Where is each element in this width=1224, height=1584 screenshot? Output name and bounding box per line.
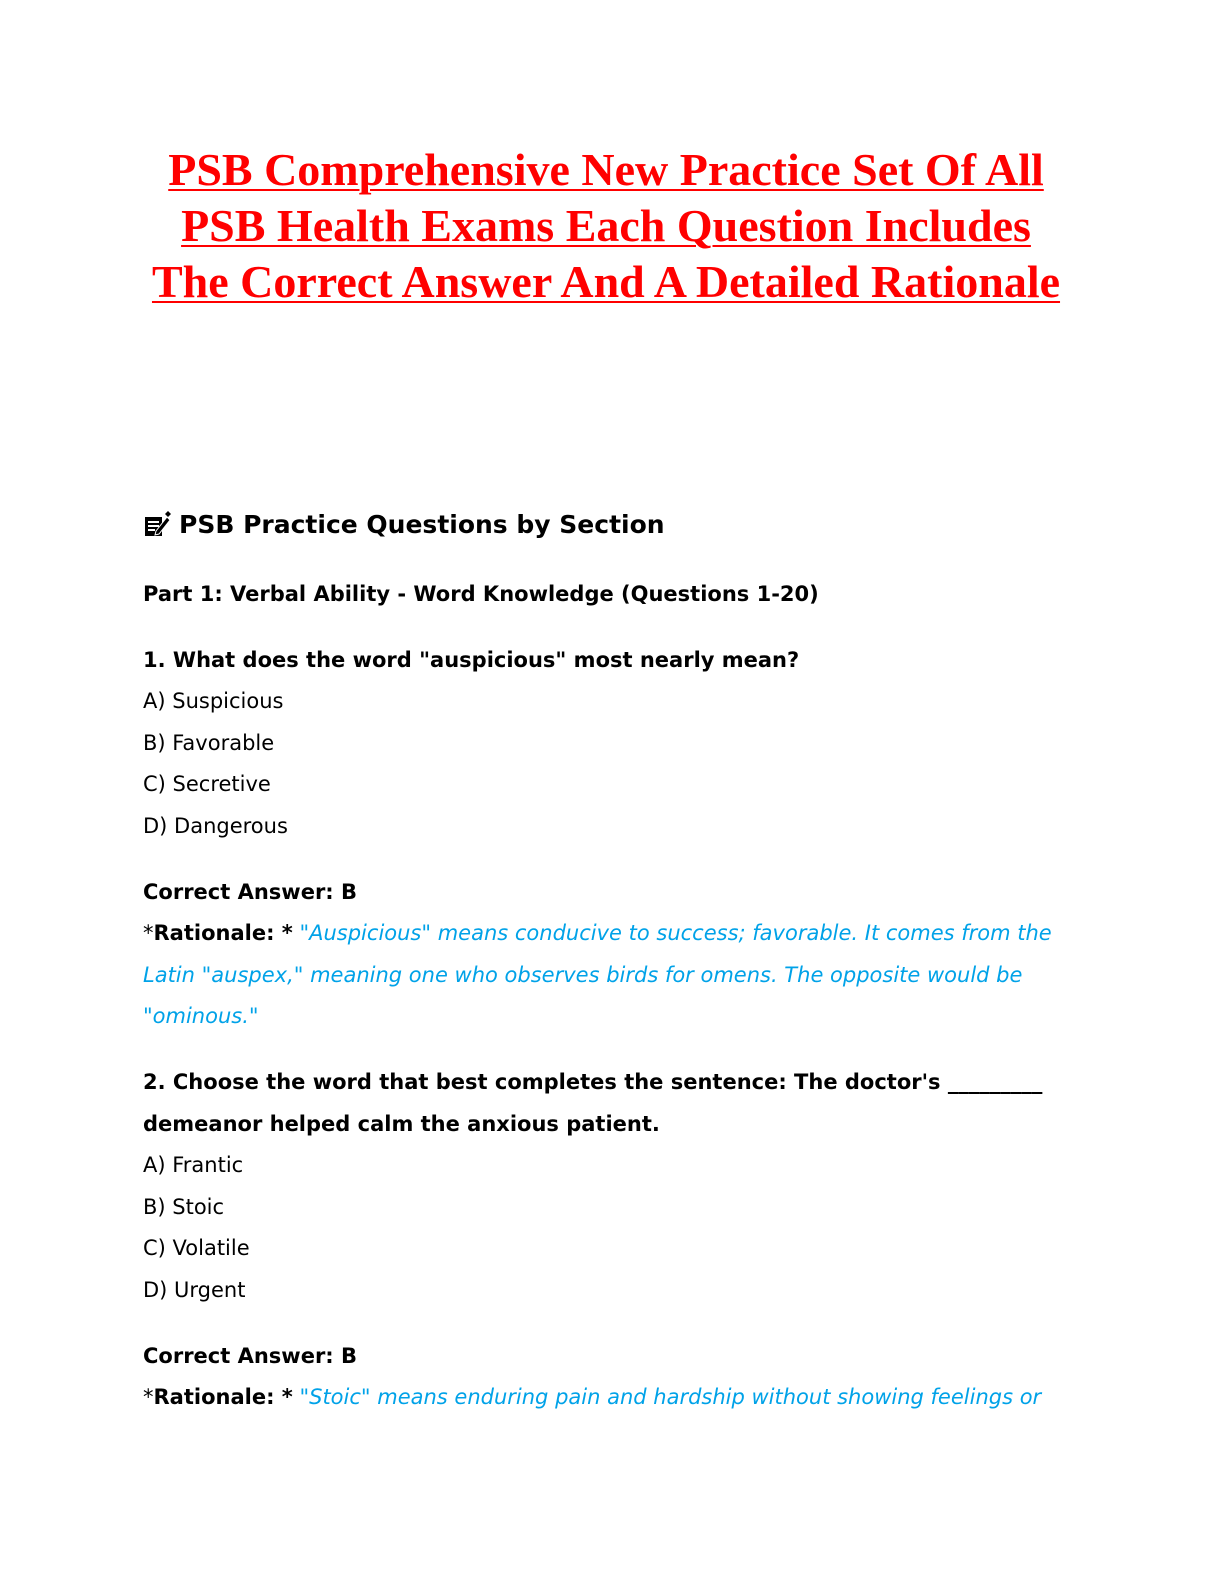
document-title: PSB Comprehensive New Practice Set Of All PSB Health Exams Each Question Includes The Correct Answer And A Detailed Rationale xyxy=(151,144,1061,307)
question-1 xyxy=(143,640,1083,1038)
correct-answer: Correct Answer: B xyxy=(143,879,358,904)
question-2 xyxy=(143,1062,1083,1419)
answer-options xyxy=(143,1145,1083,1311)
option-b: B) Stoic xyxy=(143,1194,225,1219)
memo-pencil-icon xyxy=(143,511,171,539)
question-content xyxy=(143,574,1083,1443)
rationale-text: "Stoic" means enduring pain and hardship without showing feelings or xyxy=(299,1385,1042,1410)
question-prompt: 2. Choose the word that best completes the sentence: The doctor's _________ demeanor helped calm the anxious patient. xyxy=(143,1069,1043,1136)
option-a: A) Frantic xyxy=(143,1153,244,1178)
option-d: D) Urgent xyxy=(143,1277,246,1302)
option-c: C) Volatile xyxy=(143,1236,250,1261)
option-d: D) Dangerous xyxy=(143,813,288,838)
rationale-prefix: * xyxy=(143,921,154,946)
section-heading-text: PSB Practice Questions by Section xyxy=(179,510,665,539)
correct-answer: Correct Answer: B xyxy=(143,1343,358,1368)
rationale xyxy=(143,1377,1083,1419)
option-b: B) Favorable xyxy=(143,730,275,755)
rationale xyxy=(143,913,1083,1038)
option-c: C) Secretive xyxy=(143,772,271,797)
section-heading xyxy=(143,505,665,545)
rationale-label: Rationale: * xyxy=(153,1385,293,1410)
rationale-text: "Auspicious" means conducive to success; favorable. It comes from the Latin "auspex," meaning one who observes birds for omens. The opposite would be "ominous." xyxy=(143,921,1052,1029)
rationale-label: Rationale: * xyxy=(153,921,293,946)
question-prompt: 1. What does the word "auspicious" most nearly mean? xyxy=(143,647,800,672)
part-title: Part 1: Verbal Ability - Word Knowledge (Questions 1-20) xyxy=(143,582,819,606)
answer-options xyxy=(143,681,1083,847)
rationale-prefix: * xyxy=(143,1385,154,1410)
option-a: A) Suspicious xyxy=(143,689,284,714)
